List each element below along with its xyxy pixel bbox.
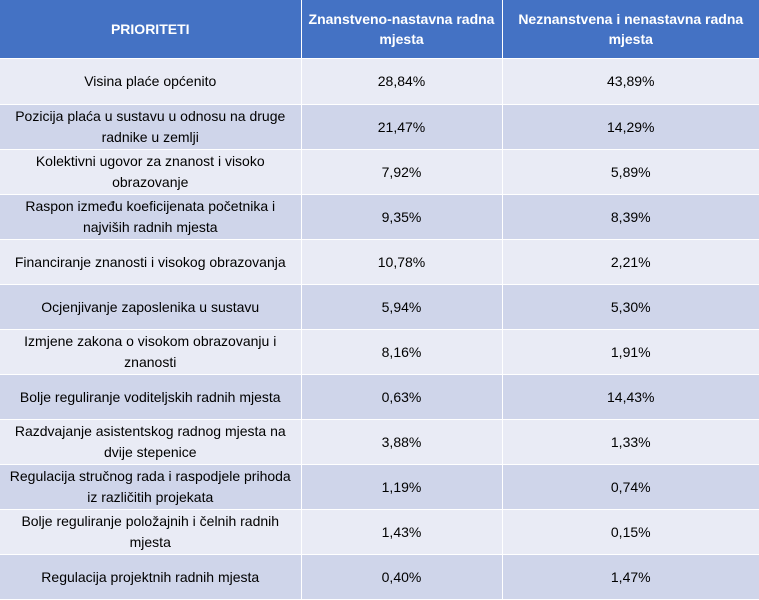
table-row <box>0 555 759 600</box>
table-row <box>0 240 759 285</box>
non-scientific-value: 14,29% <box>502 105 759 150</box>
scientific-teaching-value: 10,78% <box>301 240 502 285</box>
priority-cell: Kolektivni ugovor za znanost i visoko obrazovanje <box>0 150 301 195</box>
non-scientific-value: 5,30% <box>502 285 759 330</box>
priority-cell: Pozicija plaća u sustavu u odnosu na druge radnike u zemlji <box>0 105 301 150</box>
table-row <box>0 510 759 555</box>
scientific-teaching-value: 7,92% <box>301 150 502 195</box>
non-scientific-value: 1,91% <box>502 330 759 375</box>
scientific-teaching-value: 1,19% <box>301 465 502 510</box>
scientific-teaching-value: 5,94% <box>301 285 502 330</box>
scientific-teaching-value: 8,16% <box>301 330 502 375</box>
non-scientific-value: 0,15% <box>502 510 759 555</box>
scientific-teaching-value: 1,43% <box>301 510 502 555</box>
priority-cell: Visina plaće općenito <box>0 59 301 105</box>
priority-cell: Razdvajanje asistentskog radnog mjesta na dvije stepenice <box>0 420 301 465</box>
table-row <box>0 465 759 510</box>
priority-cell: Izmjene zakona o visokom obrazovanju i znanosti <box>0 330 301 375</box>
table-row <box>0 195 759 240</box>
non-scientific-value: 2,21% <box>502 240 759 285</box>
non-scientific-value: 5,89% <box>502 150 759 195</box>
table-row <box>0 59 759 105</box>
priority-cell: Raspon između koeficijenata početnika i najviših radnih mjesta <box>0 195 301 240</box>
non-scientific-value: 43,89% <box>502 59 759 105</box>
scientific-teaching-value: 3,88% <box>301 420 502 465</box>
non-scientific-value: 14,43% <box>502 375 759 420</box>
header-non-scientific: Neznanstvena i nenastavna radna mjesta <box>502 0 759 59</box>
header-priorities: PRIORITETI <box>0 0 301 59</box>
header-row <box>0 0 759 59</box>
scientific-teaching-value: 21,47% <box>301 105 502 150</box>
table-row <box>0 150 759 195</box>
table-row <box>0 105 759 150</box>
non-scientific-value: 1,47% <box>502 555 759 600</box>
priority-cell: Bolje reguliranje voditeljskih radnih mjesta <box>0 375 301 420</box>
scientific-teaching-value: 9,35% <box>301 195 502 240</box>
table-row <box>0 285 759 330</box>
scientific-teaching-value: 28,84% <box>301 59 502 105</box>
priority-cell: Regulacija projektnih radnih mjesta <box>0 555 301 600</box>
scientific-teaching-value: 0,40% <box>301 555 502 600</box>
priority-cell: Bolje reguliranje položajnih i čelnih radnih mjesta <box>0 510 301 555</box>
table-row <box>0 375 759 420</box>
non-scientific-value: 0,74% <box>502 465 759 510</box>
scientific-teaching-value: 0,63% <box>301 375 502 420</box>
table-row <box>0 330 759 375</box>
header-scientific-teaching: Znanstveno-nastavna radna mjesta <box>301 0 502 59</box>
non-scientific-value: 8,39% <box>502 195 759 240</box>
non-scientific-value: 1,33% <box>502 420 759 465</box>
table-row <box>0 420 759 465</box>
priority-cell: Regulacija stručnog rada i raspodjele prihoda iz različitih projekata <box>0 465 301 510</box>
priority-cell: Financiranje znanosti i visokog obrazovanja <box>0 240 301 285</box>
priority-cell: Ocjenjivanje zaposlenika u sustavu <box>0 285 301 330</box>
